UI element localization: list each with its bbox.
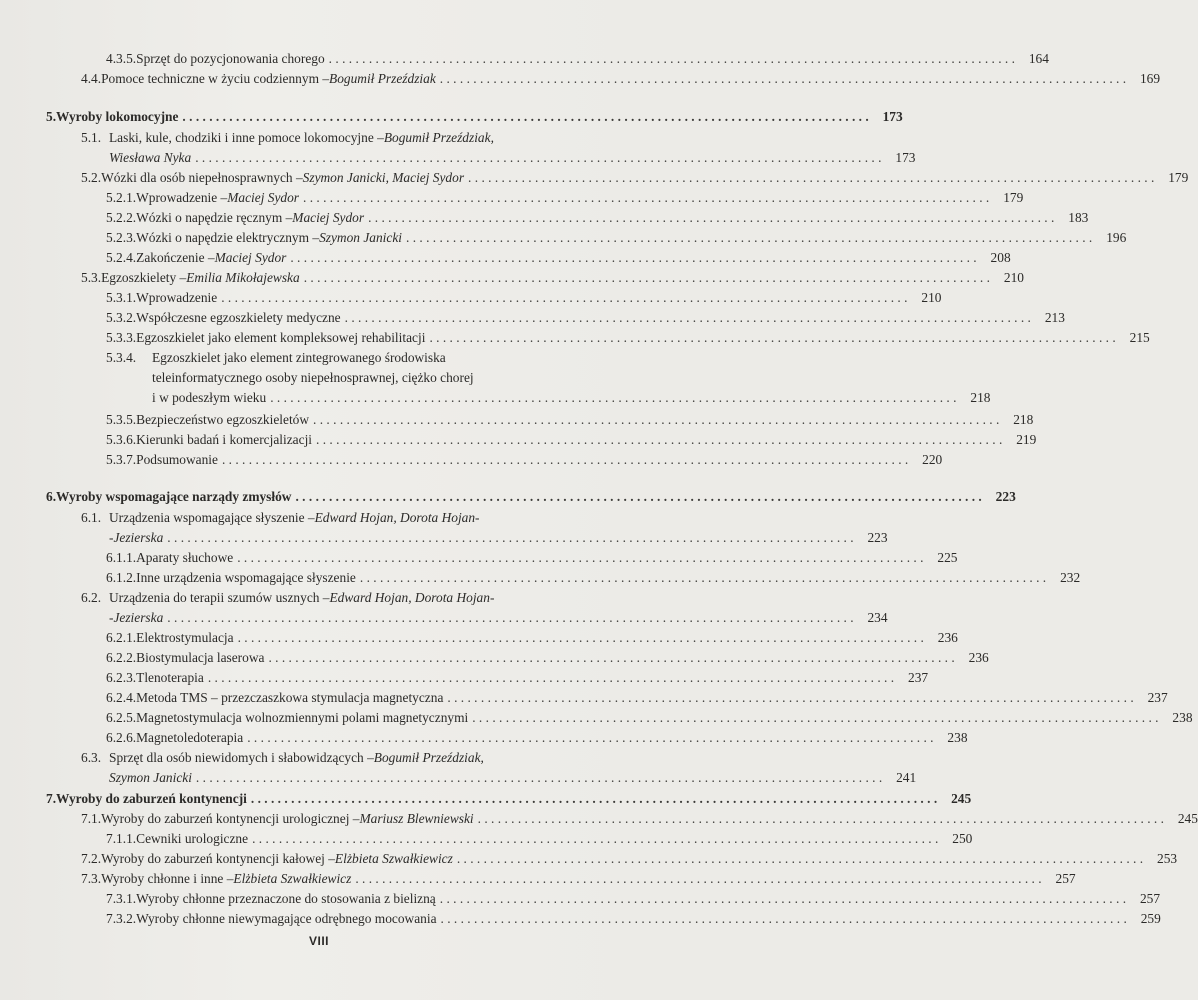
toc-line xyxy=(81,509,610,527)
entry-title: Biostymulacja laserowa xyxy=(136,650,265,665)
section-number: 5.2.1. xyxy=(106,190,137,205)
section-number: 6.2.4. xyxy=(106,690,137,705)
toc-line-continued xyxy=(109,769,917,787)
entry-title: Wyroby do zaburzeń kontynencji urologicznej – xyxy=(101,811,360,826)
page-number: 241 xyxy=(896,770,917,785)
toc-line xyxy=(81,169,1189,187)
entry-author: Elżbieta Szwałkiewicz xyxy=(233,871,352,886)
entry-title: Aparaty słuchowe xyxy=(136,550,234,565)
dot-leader xyxy=(251,790,937,808)
entry-author: Szymon Janicki xyxy=(319,230,402,245)
toc-line xyxy=(106,689,1168,707)
dot-leader xyxy=(268,649,954,667)
entry-title: Kierunki badań i komercjalizacji xyxy=(136,432,313,447)
page-number: 220 xyxy=(922,452,943,467)
page-number: 253 xyxy=(1157,851,1178,866)
section-number: 5.3.5. xyxy=(106,412,137,427)
entry-title: Metoda TMS – przezczaszkowa stymulacja magnetyczna xyxy=(136,690,444,705)
entry-title: Sprzęt dla osób niewidomych i słabowidzących – xyxy=(109,750,374,765)
toc-line xyxy=(106,549,958,567)
dot-leader xyxy=(478,810,1164,828)
page-number: 225 xyxy=(937,550,958,565)
entry-title: Wyroby chłonne przeznaczone do stosowania z bielizną xyxy=(136,891,436,906)
toc-line-continued xyxy=(152,369,610,387)
toc-line xyxy=(106,349,610,367)
section-number: 6.2.3. xyxy=(106,670,137,685)
page-number: 169 xyxy=(1139,71,1161,86)
entry-title: Wyroby do zaburzeń kontynencji kałowej – xyxy=(101,851,335,866)
entry-title: Magnetoledoterapia xyxy=(136,730,244,745)
dot-leader xyxy=(441,910,1127,928)
dot-leader xyxy=(368,209,1054,227)
entry-author: Mariusz Blewniewski xyxy=(359,811,474,826)
page-number: 237 xyxy=(1147,690,1168,705)
section-number: 6.2.6. xyxy=(106,730,137,745)
section-number: 6.2.5. xyxy=(106,710,137,725)
section-number: 7.3.2. xyxy=(106,911,137,926)
section-number: 6.2.1. xyxy=(106,630,137,645)
entry-title: Wyroby lokomocyjne xyxy=(56,109,179,124)
section-number: 5.2. xyxy=(81,170,102,185)
section-number: 5.3.7. xyxy=(106,452,137,467)
entry-title: Inne urządzenia wspomagające słyszenie xyxy=(136,570,356,585)
toc-line xyxy=(81,589,610,607)
dot-leader xyxy=(290,249,976,267)
toc-line xyxy=(81,850,1178,868)
page-number: 223 xyxy=(995,489,1016,504)
toc-line xyxy=(81,810,1198,828)
entry-title: Wózki dla osób niepełnosprawnych – xyxy=(101,170,303,185)
entry-title: Wyroby wspomagające narządy zmysłów xyxy=(56,489,292,504)
entry-author: Maciej Sydor xyxy=(227,190,299,205)
entry-title: Egzoszkielety – xyxy=(101,270,187,285)
section-number: 5.2.3. xyxy=(106,230,137,245)
page-number: 245 xyxy=(951,791,972,806)
page-number: 179 xyxy=(1003,190,1024,205)
toc-line xyxy=(106,209,1089,227)
page-number: 238 xyxy=(1172,710,1193,725)
dot-leader xyxy=(295,488,981,506)
entry-author: Maciej Sydor xyxy=(292,210,365,225)
entry-author-continued: -Jezierska xyxy=(109,530,164,545)
entry-author: Bogumił Przeździak, xyxy=(383,130,494,145)
dot-leader xyxy=(457,850,1143,868)
section-number: 5.3.4. xyxy=(106,350,137,365)
page-number: 219 xyxy=(1016,432,1037,447)
entry-author-continued: -Jezierska xyxy=(109,610,164,625)
section-number: 6.1. xyxy=(81,510,102,525)
dot-leader xyxy=(429,329,1115,347)
entry-title: Wózki o napędzie ręcznym – xyxy=(136,210,293,225)
section-number: 6.1.1. xyxy=(106,550,137,565)
section-number: 5.3.2. xyxy=(106,310,137,325)
page-number: 208 xyxy=(990,250,1011,265)
toc-line xyxy=(81,70,1161,88)
section-number: 6. xyxy=(46,489,57,504)
dot-leader xyxy=(406,229,1092,247)
entry-title: Wyroby chłonne i inne – xyxy=(101,871,234,886)
dot-leader xyxy=(196,769,882,787)
dot-leader xyxy=(182,108,868,126)
page-number: 232 xyxy=(1060,570,1081,585)
entry-title-continued: i w podeszłym wieku xyxy=(152,390,267,405)
entry-author: Edward Hojan, Dorota Hojan- xyxy=(329,590,495,605)
entry-title: Magnetostymulacja wolnozmiennymi polami magnetycznymi xyxy=(136,710,469,725)
entry-author-continued: Szymon Janicki xyxy=(109,770,192,785)
section-number: 7.2. xyxy=(81,851,102,866)
page-number: 257 xyxy=(1139,891,1161,906)
section-number: 5.2.2. xyxy=(106,210,137,225)
dot-leader xyxy=(468,169,1154,187)
page-number: 183 xyxy=(1068,210,1089,225)
entry-author: Emilia Mikołajewska xyxy=(186,270,300,285)
page-number: 213 xyxy=(1044,310,1065,325)
dot-leader xyxy=(304,269,990,287)
toc-line xyxy=(46,108,903,126)
entry-title: Wózki o napędzie elektrycznym – xyxy=(136,230,320,245)
page-number: 173 xyxy=(882,109,903,124)
entry-title: Urządzenia do terapii szumów usznych – xyxy=(109,590,330,605)
dot-leader xyxy=(472,709,1158,727)
entry-title: Urządzenia wspomagające słyszenie – xyxy=(109,510,315,525)
page-number: 210 xyxy=(921,290,942,305)
page-number: 234 xyxy=(867,610,888,625)
section-number: 5.3. xyxy=(81,270,102,285)
toc-line-continued xyxy=(109,529,888,547)
toc-line xyxy=(81,269,1024,287)
section-number: 7.1. xyxy=(81,811,102,826)
section-number: 7.1.1. xyxy=(106,831,137,846)
entry-author: Bogumił Przeździak, xyxy=(373,750,484,765)
dot-leader xyxy=(313,411,999,429)
entry-title: Bezpieczeństwo egzoszkieletów xyxy=(136,412,310,427)
toc-line xyxy=(46,488,1016,506)
section-number: 5.3.1. xyxy=(106,290,137,305)
page-number: 173 xyxy=(895,150,916,165)
entry-title-continued: teleinformatycznego osoby niepełnosprawnej, ciężko chorej xyxy=(152,370,474,385)
section-number: 6.2.2. xyxy=(106,650,137,665)
toc-line xyxy=(106,451,943,469)
dot-leader xyxy=(316,431,1002,449)
section-number: 4.4. xyxy=(81,71,102,86)
entry-title: Wprowadzenie xyxy=(136,290,218,305)
dot-leader xyxy=(221,289,907,307)
toc-line xyxy=(106,729,968,747)
page-number: 245 xyxy=(1177,811,1198,826)
page-number: 236 xyxy=(937,630,958,645)
toc-line-continued xyxy=(152,389,991,407)
toc-line xyxy=(106,229,1127,247)
entry-author: Edward Hojan, Dorota Hojan- xyxy=(314,510,480,525)
toc-line xyxy=(106,569,1081,587)
entry-title: Wyroby chłonne niewymagające odrębnego mocowania xyxy=(136,911,437,926)
entry-title: Pomoce techniczne w życiu codziennym – xyxy=(101,71,330,86)
page-number: 257 xyxy=(1055,871,1076,886)
section-number: 5.1. xyxy=(81,130,102,145)
toc-line xyxy=(106,649,989,667)
page-number: 259 xyxy=(1140,911,1161,926)
entry-title: Podsumowanie xyxy=(136,452,218,467)
dot-leader xyxy=(303,189,989,207)
entry-author: Maciej Sydor xyxy=(214,250,287,265)
page-number: 179 xyxy=(1168,170,1189,185)
section-number: 6.1.2. xyxy=(106,570,137,585)
toc-line xyxy=(81,749,610,767)
section-number: 6.2. xyxy=(81,590,102,605)
entry-title: Cewniki urologiczne xyxy=(136,831,249,846)
section-number: 5.2.4. xyxy=(106,250,137,265)
entry-author: Elżbieta Szwałkiewicz xyxy=(334,851,453,866)
page-number: 236 xyxy=(968,650,989,665)
section-number: 5. xyxy=(46,109,57,124)
entry-title: Tlenoterapia xyxy=(136,670,204,685)
section-number: 7.3.1. xyxy=(106,891,137,906)
toc-line xyxy=(106,249,1011,267)
entry-title: Elektrostymulacja xyxy=(136,630,234,645)
dot-leader xyxy=(329,50,1015,68)
toc-line xyxy=(46,790,972,808)
entry-author: Bogumił Przeździak xyxy=(329,71,436,86)
entry-title: Współczesne egzoszkielety medyczne xyxy=(136,310,341,325)
toc-line xyxy=(106,289,942,307)
toc-line xyxy=(106,709,1193,727)
page-number: 215 xyxy=(1129,330,1150,345)
page-number: 223 xyxy=(867,530,888,545)
dot-leader xyxy=(447,689,1133,707)
page-number-footer: VIII xyxy=(308,934,329,948)
dot-leader xyxy=(355,870,1041,888)
toc-line xyxy=(106,629,958,647)
toc-line xyxy=(106,910,1161,928)
dot-leader xyxy=(360,569,1046,587)
toc-line xyxy=(106,669,929,687)
page-number: 237 xyxy=(908,670,929,685)
page-number: 218 xyxy=(970,390,991,405)
dot-leader xyxy=(247,729,933,747)
toc-line xyxy=(106,890,1161,908)
entry-author-continued: Wiesława Nyka xyxy=(109,150,192,165)
entry-title: Wyroby do zaburzeń kontynencji xyxy=(56,791,247,806)
toc-line-continued xyxy=(109,149,916,167)
toc-line-continued xyxy=(109,609,888,627)
entry-title: Laski, kule, chodziki i inne pomoce lokomocyjne – xyxy=(109,130,384,145)
toc-line xyxy=(106,50,1049,68)
entry-title: Zakończenie – xyxy=(136,250,215,265)
toc-line xyxy=(81,870,1076,888)
toc-line xyxy=(106,309,1065,327)
dot-leader xyxy=(237,549,923,567)
toc-line xyxy=(81,129,610,147)
toc-line xyxy=(106,189,1024,207)
page-number: 218 xyxy=(1013,412,1034,427)
toc-line xyxy=(106,329,1150,347)
dot-leader xyxy=(440,70,1126,88)
entry-title: Sprzęt do pozycjonowania chorego xyxy=(136,51,325,66)
page-number: 210 xyxy=(1003,270,1024,285)
page-number: 196 xyxy=(1106,230,1127,245)
dot-leader xyxy=(208,669,894,687)
page-number: 250 xyxy=(952,831,973,846)
toc-line xyxy=(106,431,1037,449)
dot-leader xyxy=(167,529,853,547)
page-number: 238 xyxy=(947,730,968,745)
dot-leader xyxy=(238,629,924,647)
dot-leader xyxy=(252,830,938,848)
entry-title: Egzoszkielet jako element kompleksowej rehabilitacji xyxy=(136,330,426,345)
dot-leader xyxy=(167,609,853,627)
section-number: 7. xyxy=(46,791,57,806)
toc-line xyxy=(106,411,1034,429)
toc-line xyxy=(106,830,973,848)
page-number: 164 xyxy=(1028,51,1049,66)
section-number: 5.3.6. xyxy=(106,432,137,447)
section-number: 7.3. xyxy=(81,871,102,886)
section-number: 4.3.5. xyxy=(106,51,137,66)
entry-title: Egzoszkielet jako element zintegrowanego środowiska xyxy=(152,350,446,365)
dot-leader xyxy=(345,309,1031,327)
dot-leader xyxy=(222,451,908,469)
entry-author: Szymon Janicki, Maciej Sydor xyxy=(302,170,465,185)
dot-leader xyxy=(440,890,1126,908)
section-number: 6.3. xyxy=(81,750,102,765)
section-number: 5.3.3. xyxy=(106,330,137,345)
dot-leader xyxy=(270,389,956,407)
entry-title: Wprowadzenie – xyxy=(136,190,228,205)
dot-leader xyxy=(195,149,881,167)
